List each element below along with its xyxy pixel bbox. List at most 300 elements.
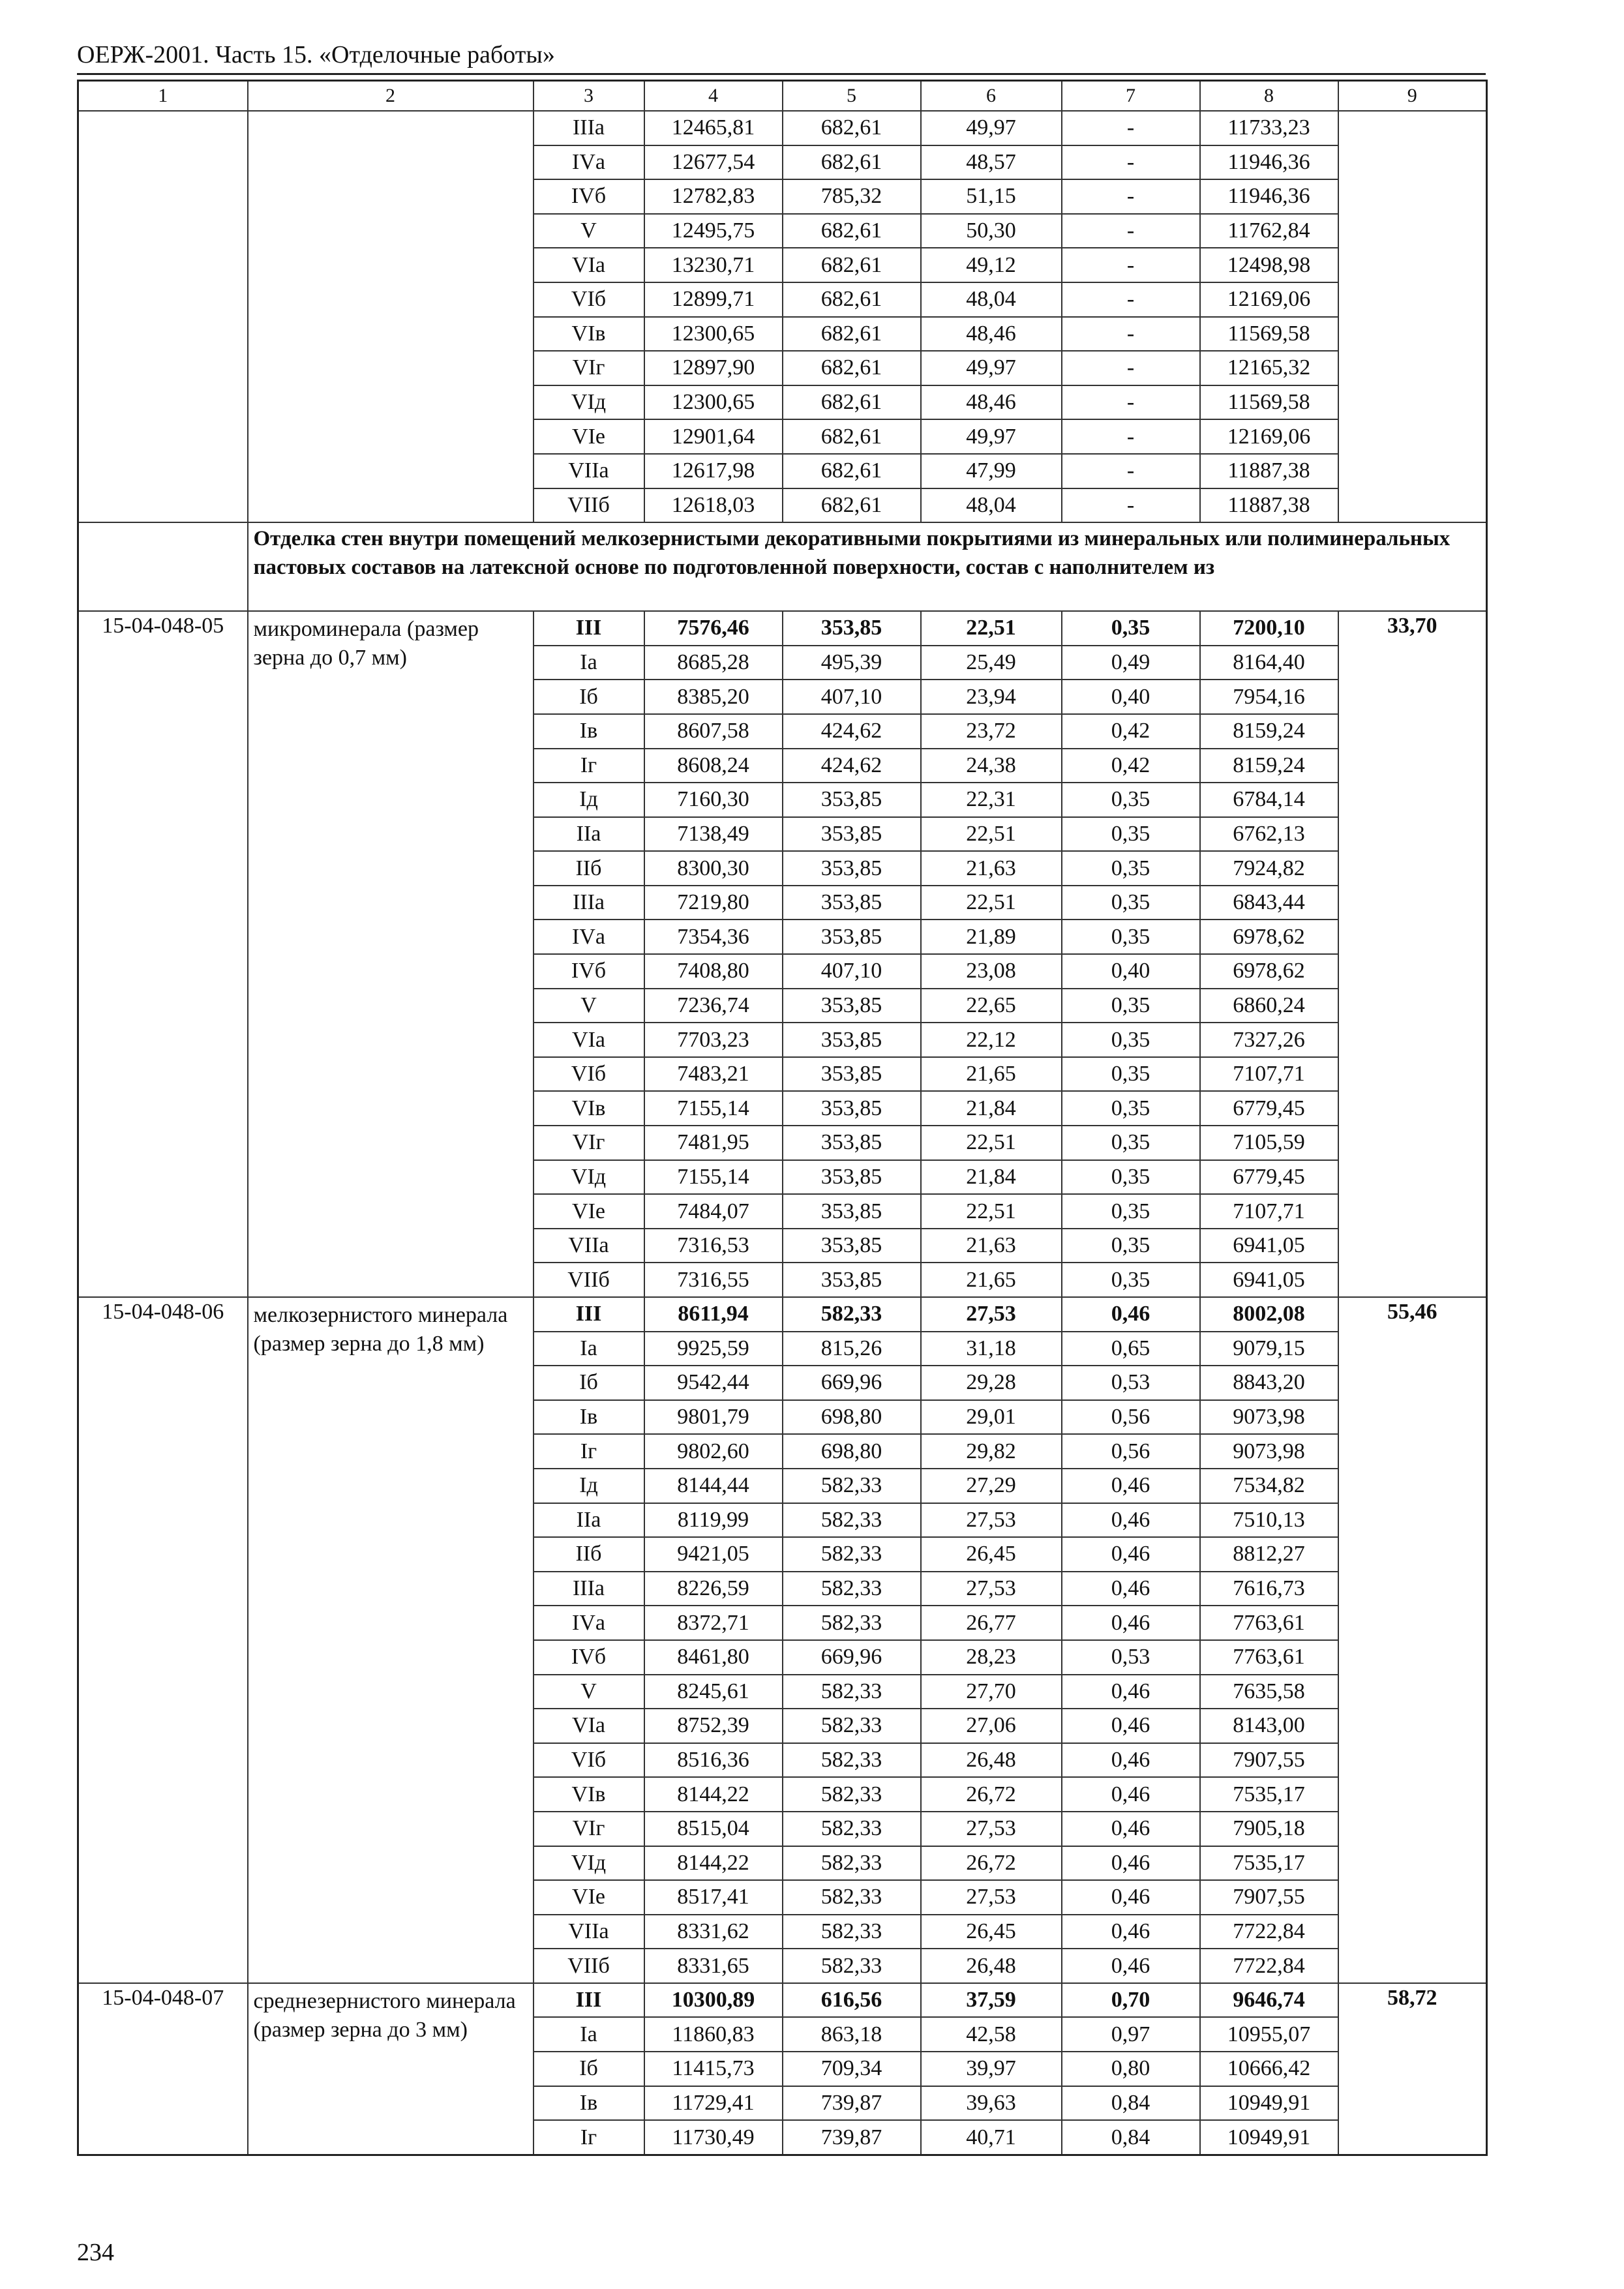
material-cost-cell: 7200,10 bbox=[1200, 611, 1338, 646]
column-number: 8 bbox=[1200, 81, 1338, 112]
machinist-wage-cell: 0,70 bbox=[1062, 1983, 1200, 2018]
price-zone-cell: V bbox=[534, 989, 644, 1023]
labor-wage-cell: 682,61 bbox=[783, 419, 921, 454]
direct-cost-cell: 8752,39 bbox=[644, 1709, 783, 1743]
price-zone-cell: IIб bbox=[534, 1537, 644, 1572]
machinist-wage-cell: 0,53 bbox=[1062, 1366, 1200, 1400]
machinist-wage-cell: - bbox=[1062, 317, 1200, 352]
column-number: 6 bbox=[921, 81, 1062, 112]
machine-cost-cell: 37,59 bbox=[921, 1983, 1062, 2018]
machinist-wage-cell: - bbox=[1062, 351, 1200, 385]
machine-cost-cell: 40,71 bbox=[921, 2120, 1062, 2155]
price-zone-cell: VIб bbox=[534, 282, 644, 317]
price-zone-cell: IIIа bbox=[534, 1572, 644, 1606]
material-cost-cell: 7107,71 bbox=[1200, 1194, 1338, 1229]
machine-cost-cell: 21,65 bbox=[921, 1263, 1062, 1297]
machinist-wage-cell: 0,46 bbox=[1062, 1880, 1200, 1915]
direct-cost-cell: 11860,83 bbox=[644, 2017, 783, 2052]
labor-wage-cell: 353,85 bbox=[783, 611, 921, 646]
machine-cost-cell: 25,49 bbox=[921, 646, 1062, 680]
machine-cost-cell: 27,29 bbox=[921, 1469, 1062, 1503]
labor-wage-cell: 582,33 bbox=[783, 1469, 921, 1503]
price-table bbox=[77, 80, 1488, 2156]
machine-cost-cell: 22,51 bbox=[921, 1126, 1062, 1160]
column-number: 7 bbox=[1062, 81, 1200, 112]
machine-cost-cell: 22,51 bbox=[921, 611, 1062, 646]
machinist-wage-cell: 0,35 bbox=[1062, 886, 1200, 920]
labor-wage-cell: 739,87 bbox=[783, 2120, 921, 2155]
machine-cost-cell: 21,84 bbox=[921, 1091, 1062, 1126]
machine-cost-cell: 26,77 bbox=[921, 1606, 1062, 1640]
direct-cost-cell: 7354,36 bbox=[644, 920, 783, 954]
direct-cost-cell: 9542,44 bbox=[644, 1366, 783, 1400]
labor-wage-cell: 582,33 bbox=[783, 1743, 921, 1778]
price-zone-cell: Iв bbox=[534, 1400, 644, 1435]
direct-cost-cell: 11415,73 bbox=[644, 2052, 783, 2086]
labor-wage-cell: 353,85 bbox=[783, 1194, 921, 1229]
labor-wage-cell: 582,33 bbox=[783, 1572, 921, 1606]
price-zone-cell: VIе bbox=[534, 419, 644, 454]
machinist-wage-cell: - bbox=[1062, 385, 1200, 420]
direct-cost-cell: 12300,65 bbox=[644, 385, 783, 420]
labor-wage-cell: 582,33 bbox=[783, 1297, 921, 1332]
machinist-wage-cell: 0,46 bbox=[1062, 1743, 1200, 1778]
machine-cost-cell: 27,53 bbox=[921, 1880, 1062, 1915]
material-cost-cell: 8143,00 bbox=[1200, 1709, 1338, 1743]
material-cost-cell: 6843,44 bbox=[1200, 886, 1338, 920]
machine-cost-cell: 29,01 bbox=[921, 1400, 1062, 1435]
machine-cost-cell: 27,53 bbox=[921, 1572, 1062, 1606]
machinist-wage-cell: 0,56 bbox=[1062, 1434, 1200, 1469]
direct-cost-cell: 12899,71 bbox=[644, 282, 783, 317]
machinist-wage-cell: 0,49 bbox=[1062, 646, 1200, 680]
material-cost-cell: 10949,91 bbox=[1200, 2120, 1338, 2155]
direct-cost-cell: 7484,07 bbox=[644, 1194, 783, 1229]
rate-summary-row bbox=[78, 1297, 1487, 1332]
material-cost-cell: 8159,24 bbox=[1200, 714, 1338, 749]
machinist-wage-cell: 0,46 bbox=[1062, 1915, 1200, 1949]
machinist-wage-cell: 0,56 bbox=[1062, 1400, 1200, 1435]
labor-wage-cell: 353,85 bbox=[783, 1229, 921, 1263]
direct-cost-cell: 8607,58 bbox=[644, 714, 783, 749]
labor-wage-cell: 582,33 bbox=[783, 1709, 921, 1743]
labor-wage-cell: 863,18 bbox=[783, 2017, 921, 2052]
direct-cost-cell: 9925,59 bbox=[644, 1332, 783, 1366]
machine-cost-cell: 22,31 bbox=[921, 783, 1062, 817]
machinist-wage-cell: 0,35 bbox=[1062, 1194, 1200, 1229]
machinist-wage-cell: 0,53 bbox=[1062, 1640, 1200, 1675]
name-cell bbox=[248, 111, 534, 522]
material-cost-cell: 8159,24 bbox=[1200, 749, 1338, 783]
material-cost-cell: 7924,82 bbox=[1200, 851, 1338, 886]
material-cost-cell: 7763,61 bbox=[1200, 1606, 1338, 1640]
machinist-wage-cell: 0,35 bbox=[1062, 1160, 1200, 1195]
price-zone-cell: Iа bbox=[534, 2017, 644, 2052]
labor-wage-cell: 682,61 bbox=[783, 214, 921, 248]
machinist-wage-cell: 0,42 bbox=[1062, 749, 1200, 783]
labor-wage-cell: 616,56 bbox=[783, 1983, 921, 2018]
price-zone-cell: Iв bbox=[534, 714, 644, 749]
machine-cost-cell: 26,48 bbox=[921, 1743, 1062, 1778]
machinist-wage-cell: 0,35 bbox=[1062, 817, 1200, 852]
price-zone-cell: Iг bbox=[534, 749, 644, 783]
machinist-wage-cell: 0,35 bbox=[1062, 920, 1200, 954]
machine-cost-cell: 26,48 bbox=[921, 1949, 1062, 1983]
machine-cost-cell: 23,94 bbox=[921, 680, 1062, 714]
labor-wage-cell: 353,85 bbox=[783, 783, 921, 817]
price-zone-cell: VIв bbox=[534, 1777, 644, 1812]
material-cost-cell: 9646,74 bbox=[1200, 1983, 1338, 2018]
labor-wage-cell: 424,62 bbox=[783, 714, 921, 749]
labor-wage-cell: 582,33 bbox=[783, 1846, 921, 1881]
machine-cost-cell: 21,63 bbox=[921, 851, 1062, 886]
machine-cost-cell: 49,97 bbox=[921, 419, 1062, 454]
price-zone-cell: IVа bbox=[534, 920, 644, 954]
direct-cost-cell: 8144,22 bbox=[644, 1777, 783, 1812]
price-zone-cell: IIIа bbox=[534, 886, 644, 920]
material-cost-cell: 7722,84 bbox=[1200, 1949, 1338, 1983]
price-zone-cell: VIв bbox=[534, 317, 644, 352]
machinist-wage-cell: 0,35 bbox=[1062, 851, 1200, 886]
machinist-wage-cell: 0,46 bbox=[1062, 1846, 1200, 1881]
direct-cost-cell: 7316,55 bbox=[644, 1263, 783, 1297]
direct-cost-cell: 12465,81 bbox=[644, 111, 783, 145]
machine-cost-cell: 26,72 bbox=[921, 1846, 1062, 1881]
price-zone-cell: IVб bbox=[534, 954, 644, 989]
labor-wage-cell: 582,33 bbox=[783, 1606, 921, 1640]
labor-wage-cell: 582,33 bbox=[783, 1880, 921, 1915]
machine-cost-cell: 27,53 bbox=[921, 1812, 1062, 1846]
material-cost-cell: 7907,55 bbox=[1200, 1743, 1338, 1778]
labor-wage-cell: 698,80 bbox=[783, 1434, 921, 1469]
direct-cost-cell: 8608,24 bbox=[644, 749, 783, 783]
machinist-wage-cell: 0,84 bbox=[1062, 2120, 1200, 2155]
rate-name: мелкозернистого минерала (размер зерна до 1,8 мм) bbox=[248, 1297, 534, 1983]
machine-cost-cell: 26,45 bbox=[921, 1537, 1062, 1572]
direct-cost-cell: 7483,21 bbox=[644, 1057, 783, 1092]
material-cost-cell: 12169,06 bbox=[1200, 282, 1338, 317]
price-zone-cell: VIIб bbox=[534, 1949, 644, 1983]
material-cost-cell: 6978,62 bbox=[1200, 954, 1338, 989]
machine-cost-cell: 49,12 bbox=[921, 248, 1062, 282]
machine-cost-cell: 29,82 bbox=[921, 1434, 1062, 1469]
direct-cost-cell: 8515,04 bbox=[644, 1812, 783, 1846]
labor-wage-cell: 353,85 bbox=[783, 920, 921, 954]
machinist-wage-cell: - bbox=[1062, 454, 1200, 488]
direct-cost-cell: 7138,49 bbox=[644, 817, 783, 852]
price-zone-cell: Iа bbox=[534, 646, 644, 680]
direct-cost-cell: 8119,99 bbox=[644, 1503, 783, 1538]
machine-cost-cell: 42,58 bbox=[921, 2017, 1062, 2052]
machinist-wage-cell: 0,35 bbox=[1062, 783, 1200, 817]
direct-cost-cell: 7219,80 bbox=[644, 886, 783, 920]
material-cost-cell: 6779,45 bbox=[1200, 1160, 1338, 1195]
price-zone-cell: IIб bbox=[534, 851, 644, 886]
direct-cost-cell: 12300,65 bbox=[644, 317, 783, 352]
machine-cost-cell: 31,18 bbox=[921, 1332, 1062, 1366]
material-cost-cell: 10955,07 bbox=[1200, 2017, 1338, 2052]
direct-cost-cell: 8300,30 bbox=[644, 851, 783, 886]
material-cost-cell: 7616,73 bbox=[1200, 1572, 1338, 1606]
price-zone-cell: Iв bbox=[534, 2086, 644, 2121]
material-cost-cell: 12165,32 bbox=[1200, 351, 1338, 385]
machine-cost-cell: 39,63 bbox=[921, 2086, 1062, 2121]
labor-hours-cell: 55,46 bbox=[1338, 1297, 1487, 1983]
price-zone-cell: IIа bbox=[534, 1503, 644, 1538]
rate-code: 15-04-048-07 bbox=[78, 1983, 248, 2155]
price-zone-cell: VIд bbox=[534, 1160, 644, 1195]
price-zone-cell: Iб bbox=[534, 1366, 644, 1400]
price-zone-cell: IVб bbox=[534, 1640, 644, 1675]
machinist-wage-cell: - bbox=[1062, 248, 1200, 282]
direct-cost-cell: 7160,30 bbox=[644, 783, 783, 817]
machinist-wage-cell: 0,35 bbox=[1062, 1126, 1200, 1160]
machinist-wage-cell: 0,46 bbox=[1062, 1777, 1200, 1812]
direct-cost-cell: 8461,80 bbox=[644, 1640, 783, 1675]
direct-cost-cell: 12897,90 bbox=[644, 351, 783, 385]
price-zone-cell: III bbox=[534, 1297, 644, 1332]
material-cost-cell: 9079,15 bbox=[1200, 1332, 1338, 1366]
labor-hours-cell: 58,72 bbox=[1338, 1983, 1487, 2155]
material-cost-cell: 9073,98 bbox=[1200, 1400, 1338, 1435]
labor-wage-cell: 582,33 bbox=[783, 1812, 921, 1846]
direct-cost-cell: 8144,44 bbox=[644, 1469, 783, 1503]
machinist-wage-cell: 0,35 bbox=[1062, 1023, 1200, 1057]
machine-cost-cell: 48,46 bbox=[921, 385, 1062, 420]
direct-cost-cell: 7408,80 bbox=[644, 954, 783, 989]
labor-wage-cell: 682,61 bbox=[783, 282, 921, 317]
rate-name: микроминерала (размер зерна до 0,7 мм) bbox=[248, 611, 534, 1297]
labor-wage-cell: 785,32 bbox=[783, 179, 921, 214]
material-cost-cell: 11733,23 bbox=[1200, 111, 1338, 145]
price-zone-cell: VIд bbox=[534, 385, 644, 420]
total-cell bbox=[1338, 111, 1487, 522]
material-cost-cell: 12498,98 bbox=[1200, 248, 1338, 282]
price-zone-cell: Iг bbox=[534, 1434, 644, 1469]
machinist-wage-cell: - bbox=[1062, 488, 1200, 523]
labor-wage-cell: 582,33 bbox=[783, 1503, 921, 1538]
machine-cost-cell: 27,06 bbox=[921, 1709, 1062, 1743]
price-zone-cell: IIа bbox=[534, 817, 644, 852]
rate-code: 15-04-048-05 bbox=[78, 611, 248, 1297]
direct-cost-cell: 9421,05 bbox=[644, 1537, 783, 1572]
machinist-wage-cell: 0,97 bbox=[1062, 2017, 1200, 2052]
machine-cost-cell: 48,04 bbox=[921, 282, 1062, 317]
machinist-wage-cell: 0,46 bbox=[1062, 1675, 1200, 1709]
direct-cost-cell: 7576,46 bbox=[644, 611, 783, 646]
machine-cost-cell: 48,04 bbox=[921, 488, 1062, 523]
machine-cost-cell: 21,84 bbox=[921, 1160, 1062, 1195]
direct-cost-cell: 8685,28 bbox=[644, 646, 783, 680]
machine-cost-cell: 28,23 bbox=[921, 1640, 1062, 1675]
machine-cost-cell: 27,53 bbox=[921, 1503, 1062, 1538]
price-zone-cell: VIд bbox=[534, 1846, 644, 1881]
machine-cost-cell: 22,51 bbox=[921, 817, 1062, 852]
labor-wage-cell: 669,96 bbox=[783, 1640, 921, 1675]
direct-cost-cell: 8331,65 bbox=[644, 1949, 783, 1983]
machine-cost-cell: 26,72 bbox=[921, 1777, 1062, 1812]
machinist-wage-cell: 0,46 bbox=[1062, 1572, 1200, 1606]
material-cost-cell: 7954,16 bbox=[1200, 680, 1338, 714]
price-zone-cell: III bbox=[534, 611, 644, 646]
direct-cost-cell: 11730,49 bbox=[644, 2120, 783, 2155]
material-cost-cell: 8164,40 bbox=[1200, 646, 1338, 680]
price-zone-cell: V bbox=[534, 1675, 644, 1709]
labor-wage-cell: 815,26 bbox=[783, 1332, 921, 1366]
machinist-wage-cell: 0,46 bbox=[1062, 1709, 1200, 1743]
material-cost-cell: 11762,84 bbox=[1200, 214, 1338, 248]
page-header: ОЕРЖ-2001. Часть 15. «Отделочные работы» bbox=[77, 41, 555, 68]
price-zone-cell: VIб bbox=[534, 1057, 644, 1092]
price-zone-cell: Iб bbox=[534, 2052, 644, 2086]
labor-wage-cell: 582,33 bbox=[783, 1675, 921, 1709]
price-zone-cell: VIа bbox=[534, 1023, 644, 1057]
labor-wage-cell: 582,33 bbox=[783, 1537, 921, 1572]
machinist-wage-cell: 0,42 bbox=[1062, 714, 1200, 749]
labor-wage-cell: 682,61 bbox=[783, 145, 921, 180]
machine-cost-cell: 23,72 bbox=[921, 714, 1062, 749]
price-zone-cell: VIа bbox=[534, 248, 644, 282]
machinist-wage-cell: - bbox=[1062, 179, 1200, 214]
machine-cost-cell: 22,51 bbox=[921, 886, 1062, 920]
price-zone-cell: Iа bbox=[534, 1332, 644, 1366]
material-cost-cell: 7535,17 bbox=[1200, 1846, 1338, 1881]
price-zone-cell: IIIа bbox=[534, 111, 644, 145]
labor-wage-cell: 682,61 bbox=[783, 385, 921, 420]
price-zone-cell: VIг bbox=[534, 351, 644, 385]
machinist-wage-cell: - bbox=[1062, 111, 1200, 145]
material-cost-cell: 7722,84 bbox=[1200, 1915, 1338, 1949]
price-zone-cell: VIе bbox=[534, 1880, 644, 1915]
price-zone-cell: VIб bbox=[534, 1743, 644, 1778]
labor-wage-cell: 682,61 bbox=[783, 351, 921, 385]
labor-wage-cell: 353,85 bbox=[783, 1160, 921, 1195]
machine-cost-cell: 51,15 bbox=[921, 179, 1062, 214]
direct-cost-cell: 9801,79 bbox=[644, 1400, 783, 1435]
labor-wage-cell: 682,61 bbox=[783, 488, 921, 523]
price-zone-cell: VIIа bbox=[534, 1229, 644, 1263]
material-cost-cell: 10949,91 bbox=[1200, 2086, 1338, 2121]
price-zone-cell: Iд bbox=[534, 1469, 644, 1503]
rate-summary-row bbox=[78, 611, 1487, 646]
material-cost-cell: 7535,17 bbox=[1200, 1777, 1338, 1812]
labor-wage-cell: 353,85 bbox=[783, 1057, 921, 1092]
material-cost-cell: 8843,20 bbox=[1200, 1366, 1338, 1400]
machinist-wage-cell: 0,35 bbox=[1062, 1263, 1200, 1297]
direct-cost-cell: 8331,62 bbox=[644, 1915, 783, 1949]
material-cost-cell: 7635,58 bbox=[1200, 1675, 1338, 1709]
machinist-wage-cell: 0,80 bbox=[1062, 2052, 1200, 2086]
section-heading: Отделка стен внутри помещений мелкозернистыми декоративными покрытиями из минеральных или полиминеральных пастовых составов на латексной основе по подготовленной поверхности, состав с наполнителем из bbox=[248, 522, 1487, 611]
direct-cost-cell: 10300,89 bbox=[644, 1983, 783, 2018]
direct-cost-cell: 9802,60 bbox=[644, 1434, 783, 1469]
page-number: 234 bbox=[77, 2239, 114, 2266]
machine-cost-cell: 26,45 bbox=[921, 1915, 1062, 1949]
section-heading-row bbox=[78, 522, 1487, 611]
labor-wage-cell: 582,33 bbox=[783, 1949, 921, 1983]
direct-cost-cell: 7481,95 bbox=[644, 1126, 783, 1160]
labor-wage-cell: 682,61 bbox=[783, 317, 921, 352]
price-zone-cell: IVа bbox=[534, 1606, 644, 1640]
price-zone-cell: IVб bbox=[534, 179, 644, 214]
direct-cost-cell: 8226,59 bbox=[644, 1572, 783, 1606]
machinist-wage-cell: 0,46 bbox=[1062, 1297, 1200, 1332]
machine-cost-cell: 49,97 bbox=[921, 351, 1062, 385]
material-cost-cell: 11887,38 bbox=[1200, 454, 1338, 488]
column-number: 5 bbox=[783, 81, 921, 112]
material-cost-cell: 12169,06 bbox=[1200, 419, 1338, 454]
material-cost-cell: 7907,55 bbox=[1200, 1880, 1338, 1915]
rate-summary-row bbox=[78, 1983, 1487, 2018]
material-cost-cell: 11569,58 bbox=[1200, 317, 1338, 352]
direct-cost-cell: 13230,71 bbox=[644, 248, 783, 282]
machinist-wage-cell: 0,35 bbox=[1062, 989, 1200, 1023]
machinist-wage-cell: - bbox=[1062, 419, 1200, 454]
rate-name: среднезернистого минерала (размер зерна до 3 мм) bbox=[248, 1983, 534, 2155]
direct-cost-cell: 12677,54 bbox=[644, 145, 783, 180]
labor-wage-cell: 407,10 bbox=[783, 954, 921, 989]
labor-wage-cell: 582,33 bbox=[783, 1777, 921, 1812]
labor-wage-cell: 669,96 bbox=[783, 1366, 921, 1400]
column-number: 9 bbox=[1338, 81, 1487, 112]
labor-wage-cell: 353,85 bbox=[783, 989, 921, 1023]
direct-cost-cell: 7316,53 bbox=[644, 1229, 783, 1263]
machinist-wage-cell: 0,46 bbox=[1062, 1469, 1200, 1503]
labor-wage-cell: 682,61 bbox=[783, 111, 921, 145]
price-zone-cell: VIе bbox=[534, 1194, 644, 1229]
machine-cost-cell: 21,89 bbox=[921, 920, 1062, 954]
price-zone-cell: VIIб bbox=[534, 488, 644, 523]
labor-wage-cell: 698,80 bbox=[783, 1400, 921, 1435]
material-cost-cell: 9073,98 bbox=[1200, 1434, 1338, 1469]
labor-wage-cell: 739,87 bbox=[783, 2086, 921, 2121]
labor-wage-cell: 353,85 bbox=[783, 1023, 921, 1057]
material-cost-cell: 6779,45 bbox=[1200, 1091, 1338, 1126]
labor-wage-cell: 424,62 bbox=[783, 749, 921, 783]
machinist-wage-cell: - bbox=[1062, 145, 1200, 180]
direct-cost-cell: 8516,36 bbox=[644, 1743, 783, 1778]
material-cost-cell: 6941,05 bbox=[1200, 1263, 1338, 1297]
machine-cost-cell: 47,99 bbox=[921, 454, 1062, 488]
direct-cost-cell: 7703,23 bbox=[644, 1023, 783, 1057]
material-cost-cell: 10666,42 bbox=[1200, 2052, 1338, 2086]
material-cost-cell: 6941,05 bbox=[1200, 1229, 1338, 1263]
price-zone-cell: VIг bbox=[534, 1126, 644, 1160]
machinist-wage-cell: 0,35 bbox=[1062, 1091, 1200, 1126]
price-zone-cell: VIв bbox=[534, 1091, 644, 1126]
price-zone-cell: VIIа bbox=[534, 454, 644, 488]
machine-cost-cell: 24,38 bbox=[921, 749, 1062, 783]
direct-cost-cell: 12901,64 bbox=[644, 419, 783, 454]
machinist-wage-cell: - bbox=[1062, 282, 1200, 317]
machine-cost-cell: 22,12 bbox=[921, 1023, 1062, 1057]
direct-cost-cell: 7155,14 bbox=[644, 1160, 783, 1195]
machinist-wage-cell: 0,40 bbox=[1062, 954, 1200, 989]
material-cost-cell: 6978,62 bbox=[1200, 920, 1338, 954]
direct-cost-cell: 8517,41 bbox=[644, 1880, 783, 1915]
machinist-wage-cell: 0,84 bbox=[1062, 2086, 1200, 2121]
labor-hours-cell: 33,70 bbox=[1338, 611, 1487, 1297]
labor-wage-cell: 495,39 bbox=[783, 646, 921, 680]
material-cost-cell: 7107,71 bbox=[1200, 1057, 1338, 1092]
machinist-wage-cell: 0,46 bbox=[1062, 1606, 1200, 1640]
machinist-wage-cell: - bbox=[1062, 214, 1200, 248]
material-cost-cell: 7905,18 bbox=[1200, 1812, 1338, 1846]
machine-cost-cell: 21,63 bbox=[921, 1229, 1062, 1263]
machine-cost-cell: 48,57 bbox=[921, 145, 1062, 180]
direct-cost-cell: 12782,83 bbox=[644, 179, 783, 214]
table-row bbox=[78, 111, 1487, 145]
